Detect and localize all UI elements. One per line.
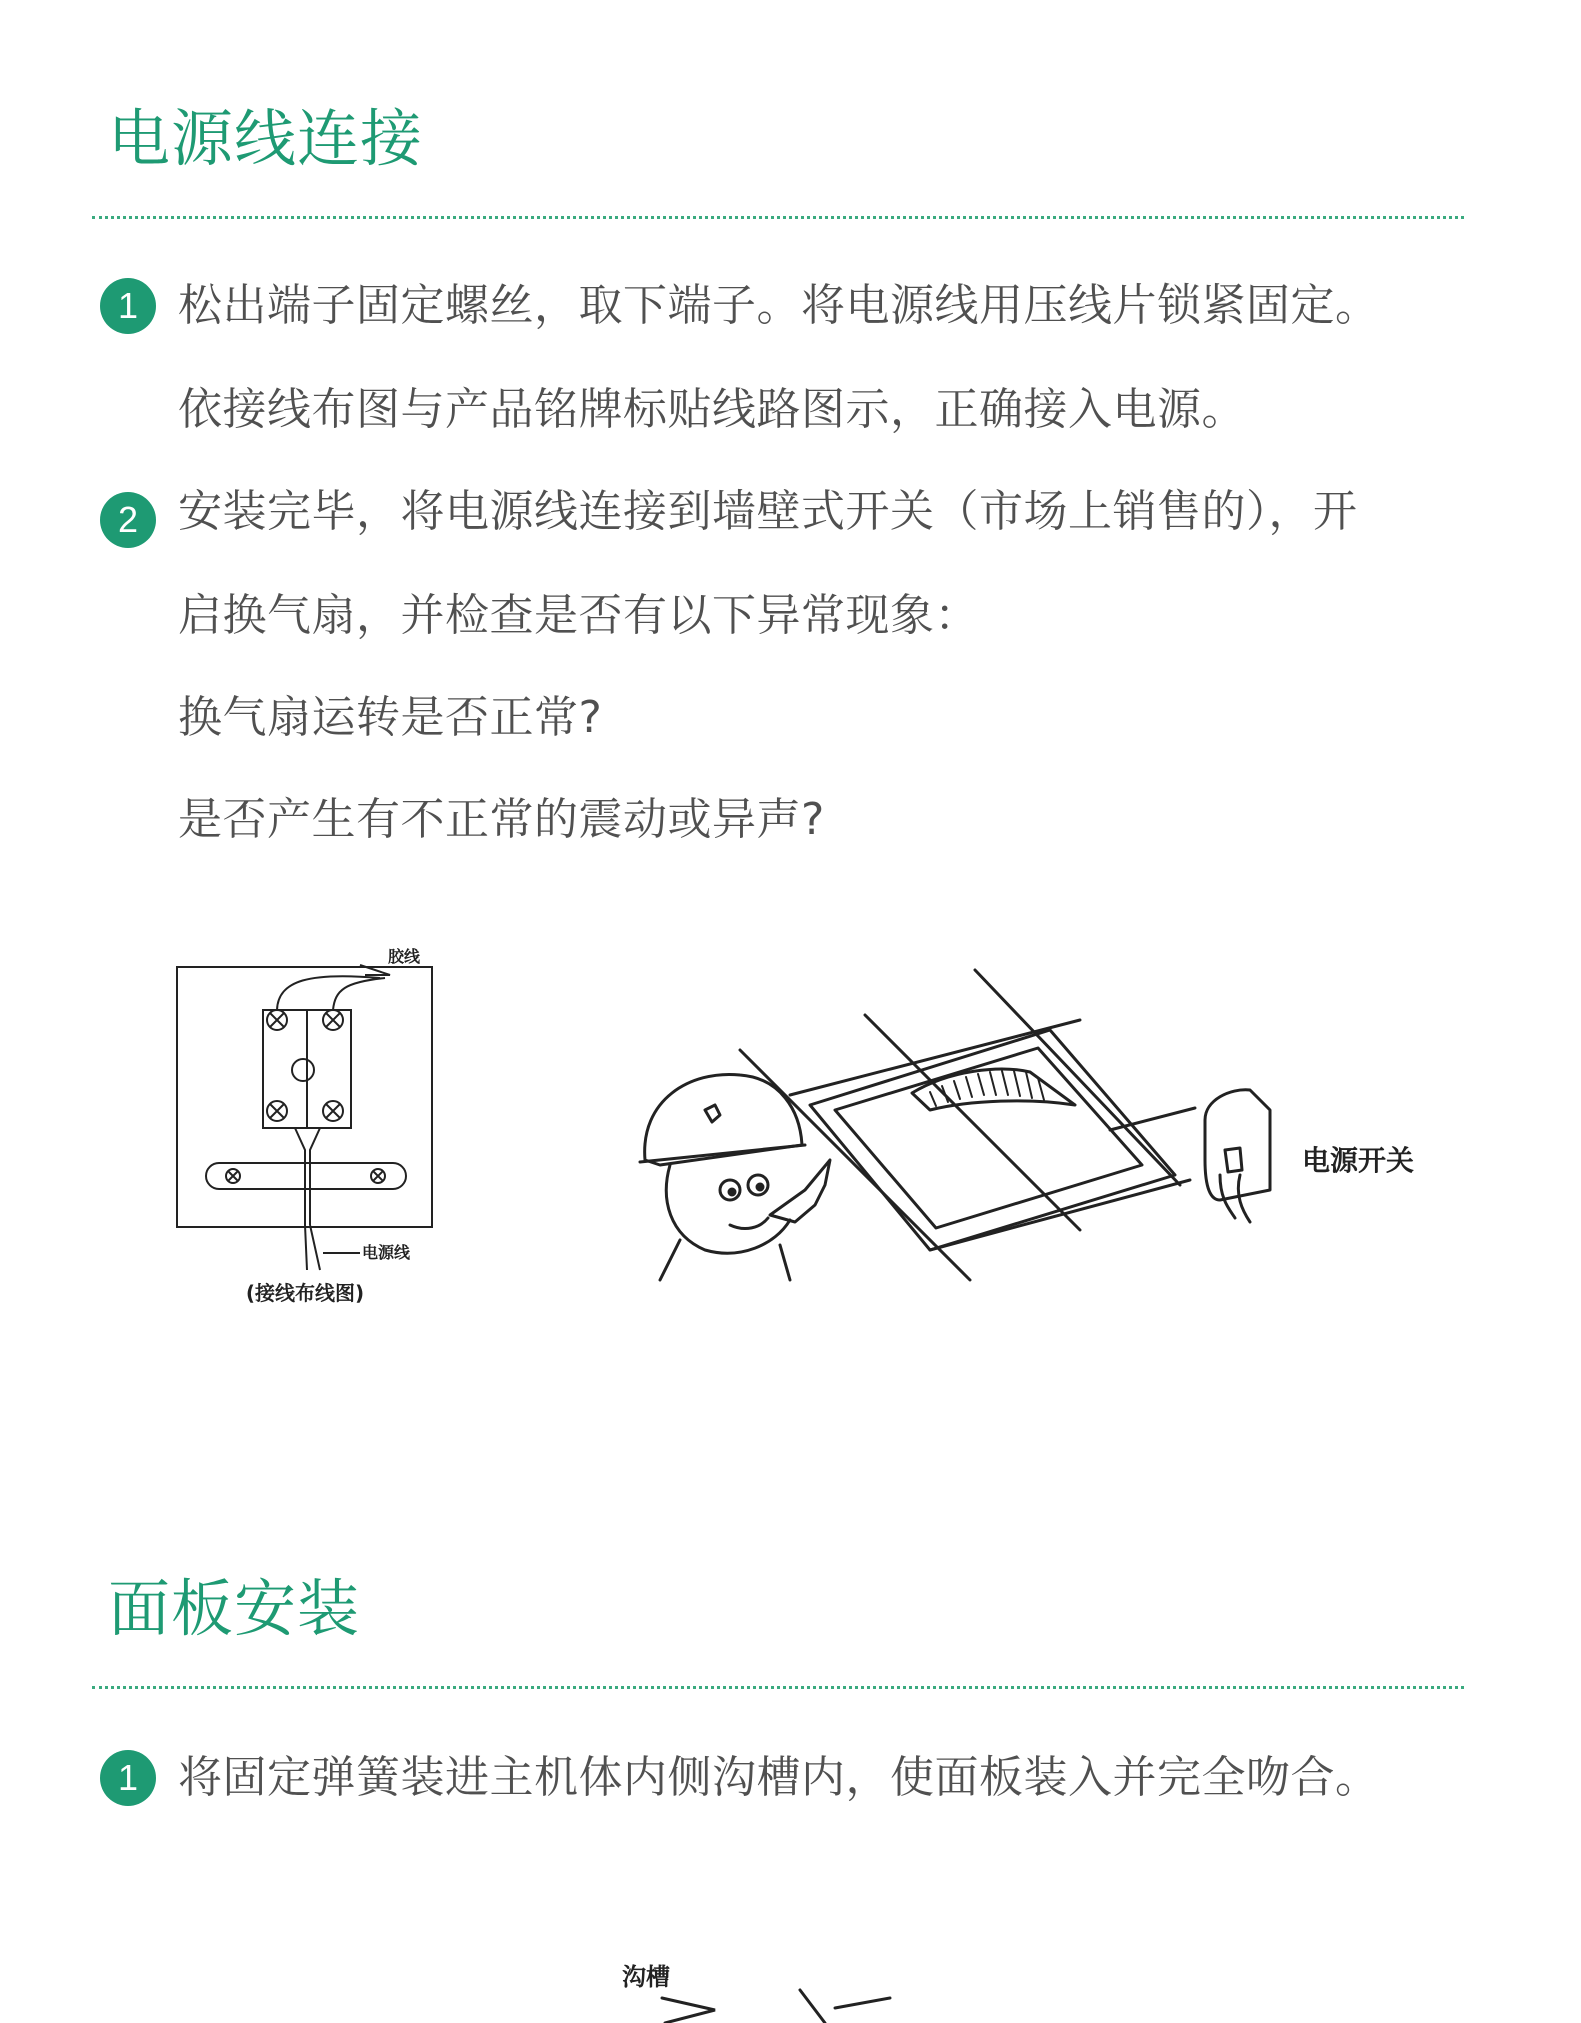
fan-grille (912, 1069, 1075, 1110)
step-text-line: 是否产生有不正常的震动或异声? (178, 794, 825, 845)
step-number-badge: 2 (100, 492, 156, 548)
section-divider (92, 216, 1464, 219)
step-text-line: 松出端子固定螺丝，取下端子。将电源线用压线片锁紧固定。 (178, 280, 1380, 331)
panel-groove-illustration (600, 1950, 1000, 2023)
pointing-hand (770, 1160, 830, 1222)
figure-caption: (接线布线图) (245, 1281, 365, 1305)
switch-label: 电源开关 (1302, 1144, 1415, 1177)
step-text-line: 启换气扇，并检查是否有以下异常现象： (178, 590, 979, 641)
step-text-line: 将固定弹簧装进主机体内侧沟槽内，使面板装入并完全吻合。 (178, 1752, 1380, 1803)
step-text-line: 换气扇运转是否正常? (178, 692, 603, 743)
power-cord-label: 电源线 (362, 1243, 411, 1262)
wire-label: 胶线 (388, 947, 421, 966)
section-title-panel-install: 面板安装 (108, 1572, 361, 1645)
wiring-diagram (160, 920, 460, 1320)
step-text-line: 依接线布图与产品铭牌标贴线路图示，正确接入电源。 (178, 384, 1246, 435)
section-divider (92, 1686, 1464, 1689)
groove-label: 沟槽 (622, 1963, 670, 1991)
installation-illustration (630, 960, 1490, 1290)
section-title-power-connection: 电源线连接 (108, 102, 424, 175)
step-number-badge: 1 (100, 278, 156, 334)
step-text-line: 安装完毕，将电源线连接到墙壁式开关（市场上销售的），开 (178, 486, 1358, 537)
power-cord-lines (295, 1128, 320, 1225)
step-number-badge: 1 (100, 1750, 156, 1806)
